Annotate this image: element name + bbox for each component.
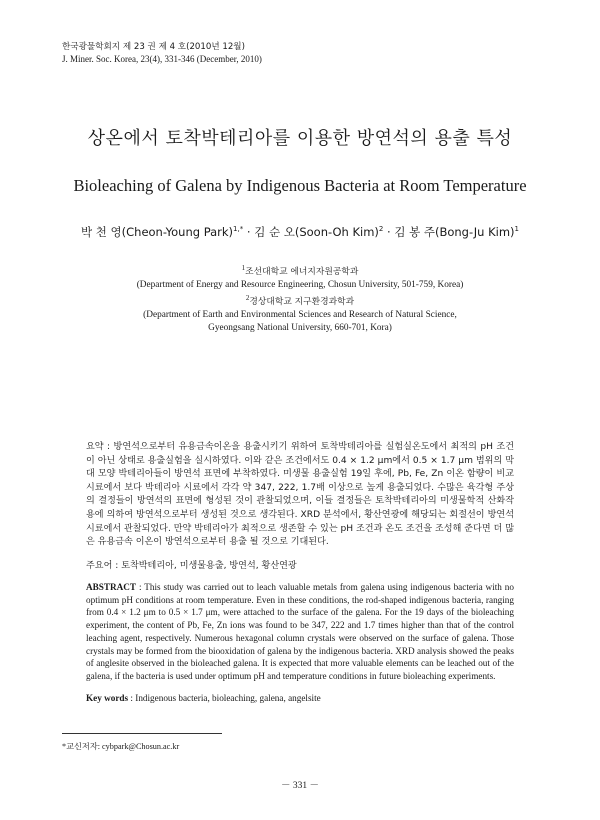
title-korean: 상온에서 토착박테리아를 이용한 방연석의 용출 특성	[87, 128, 513, 149]
keywords-english	[86, 693, 321, 703]
corresponding-author-footnote: *교신저자: cybpark@Chosun.ac.kr	[62, 742, 180, 751]
author-mark: 1	[514, 225, 519, 234]
abstract-korean	[86, 441, 514, 550]
affiliation-2-en-line2: Gyeongsang National University, 660-701, Kora)	[208, 323, 392, 334]
abstract-korean-label: 요약	[86, 442, 104, 452]
affiliation-1-ko: 조선대학교 에너지자원공학과	[245, 267, 359, 278]
footnote-divider	[62, 733, 222, 734]
affiliation-1-en: (Department of Energy and Resource Engineering, Chosun University, 501-759, Korea)	[136, 280, 464, 291]
keywords-korean-text: : 토착박테리아, 미생물용출, 방연석, 황산연광	[112, 561, 297, 571]
affiliation-mark: 1	[241, 264, 246, 272]
page-number: － 331 －	[280, 781, 319, 791]
author-list	[0, 224, 600, 240]
journal-line-en: J. Miner. Soc. Korea, 23(4), 331-346 (December, 2010)	[62, 54, 262, 64]
abstract-english	[86, 581, 514, 683]
keywords-korean-label: 주요어	[86, 561, 113, 571]
affiliation-2-en-line1: (Department of Earth and Environmental Sciences and Research of Natural Science,	[143, 310, 457, 321]
affiliations	[0, 262, 600, 335]
author-separator: ·	[243, 225, 255, 239]
keywords-korean	[86, 558, 297, 571]
abstract-english-text: : This study was carried out to leach valuable metals from galena using indigenous bacteria with no optimum pH conditions at room temperature. Even in these conditions, the rod-shaped indigenous bacteria, ranging from 0.4 × 1.2 μm to 0.5 × 1.7 μm, were attached to the surface of the galena. For the 19 days of the bioleaching experiment, the content of Pb, Fe, Zn ions was found to be 347, 222 and 1.7 times higher than that of the control leaching agent, respectively. Numerous hexagonal column crystals were observed on the surface of galena. Those crystals may be formed from the biooxidation of galena by the indigenous bacteria. XRD analysis showed the peaks of anglesite observed in the bioleached galena. It is expected that more valuable elements can be leached out of the galena, if the bacteria is used under optimum pH and temperature conditions in future bioleaching experiments.	[86, 582, 514, 681]
keywords-english-label: Key words	[86, 693, 129, 703]
author-name: 김 봉 주(Bong-Ju Kim)	[394, 225, 515, 239]
author-name: 박 천 영(Cheon-Young Park)	[81, 225, 234, 239]
keywords-english-text: : Indigenous bacteria, bioleaching, galena, angelsite	[128, 693, 321, 703]
affiliation-mark: 2	[245, 294, 250, 303]
affiliation-2-ko: 경상대학교 지구환경과학과	[249, 297, 355, 308]
author-mark: 1,*	[233, 225, 244, 234]
abstract-english-label: ABSTRACT	[86, 582, 137, 592]
journal-header	[62, 41, 262, 65]
journal-line-ko: 한국광물학회지 제 23 권 제 4 호(2010년 12월)	[62, 42, 245, 52]
author-name: 김 순 오(Soon-Oh Kim)	[254, 225, 379, 239]
author-mark: 2	[378, 225, 384, 234]
author-separator: ·	[383, 225, 395, 239]
title-english: Bioleaching of Galena by Indigenous Bacteria at Room Temperature	[73, 176, 527, 195]
abstract-korean-text: : 방연석으로부터 유용금속이온을 용출시키기 위하여 토착박테리아를 실험실온도에서 최적의 pH 조건이 아닌 상태로 용출실험을 실시하였다. 이와 같은 조건에서도 0.4 × 1.2 μm에서 0.5 × 1.7 μm 범위의 막대 모양 박테리아들이 방연석 표면에 부착하였다. 미생물 용출실험 19일 후에, Pb, Fe, Zn 이온 함량이 비교시료에서 보다 박테리아 시료에서 각각 약 347, 222, 1.7배 이상으로 높게 용출되었다. 수많은 육각형 주상의 결정들이 방연석의 표면에 형성된 것이 관찰되었으며, 이들 결정들은 토착박테리아의 미생물학적 산화작용에 의하여 방연석으로부터 생성된 것으로 생각된다. XRD 분석에서, 황산연광에 해당되는 회절선이 방연석 시료에서 관찰되었다. 만약 박테리아가 최적으로 생존할 수 있는 pH 조건과 온도 조건을 조성해 준다면 더 많은 유용금속 이온이 방연석으로부터 용출 될 것으로 기대된다.	[86, 442, 514, 548]
